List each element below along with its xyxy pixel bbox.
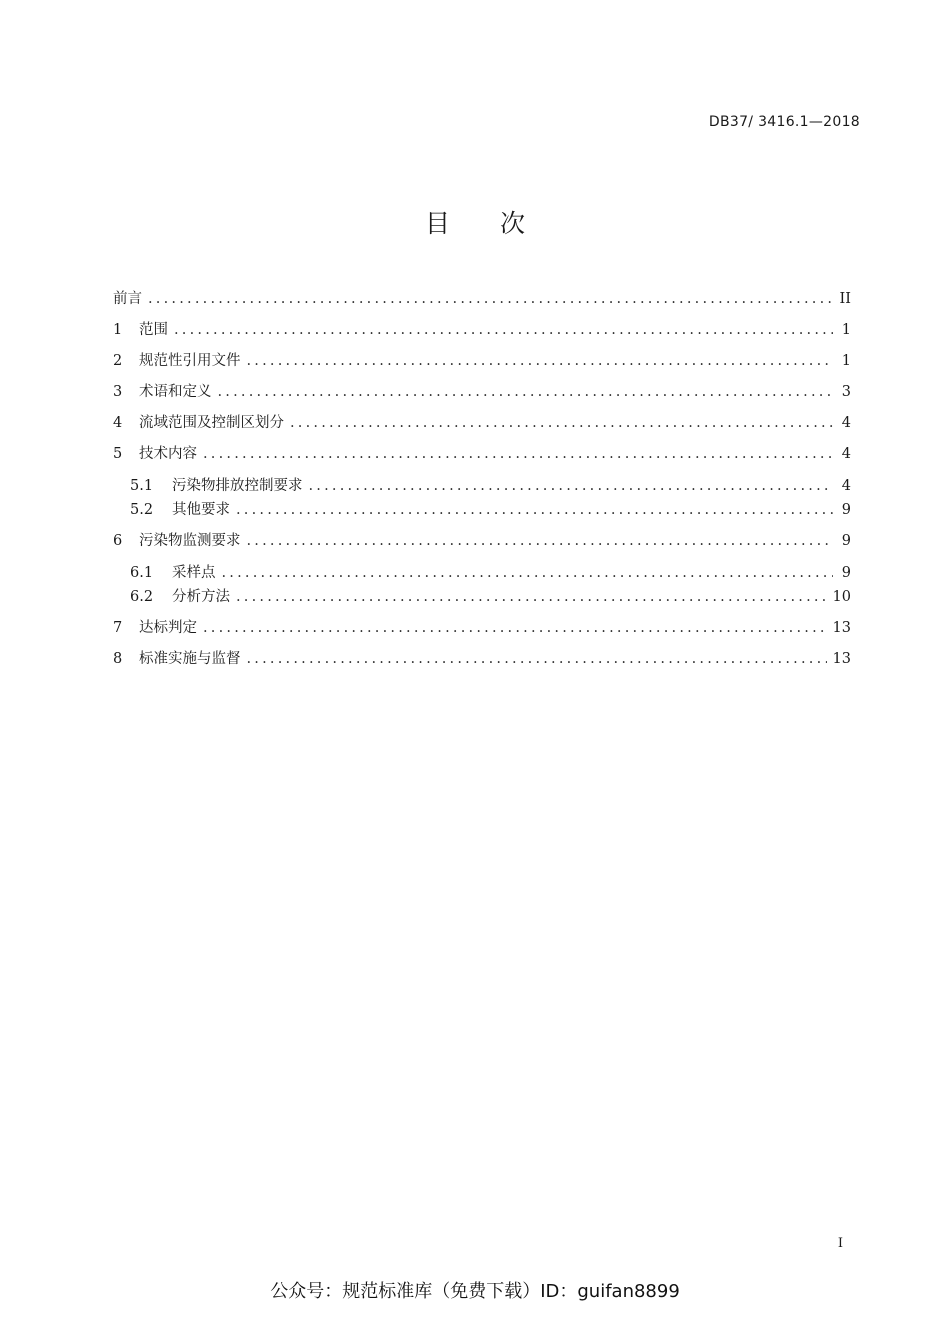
toc-entry-page: 9 [841, 502, 851, 518]
toc-entry-number: 7 [113, 620, 123, 636]
toc-leader-dots [236, 502, 833, 518]
toc-entry-number: 8 [113, 651, 123, 667]
toc-entry-5-2[interactable] [130, 498, 851, 520]
toc-entry-label: 前言 [113, 291, 142, 307]
toc-leader-dots [247, 651, 827, 667]
toc-entry-1[interactable] [113, 318, 851, 340]
toc-entry-5[interactable] [113, 442, 851, 464]
toc-entry-number: 6.1 [130, 565, 154, 581]
toc-entry-page: 4 [841, 478, 851, 494]
toc-entry-6-1[interactable] [130, 561, 851, 583]
toc-entry-4[interactable] [113, 411, 851, 433]
toc-leader-dots [236, 589, 827, 605]
standard-code: DB37/ 3416.1—2018 [708, 114, 860, 130]
toc-entry-number: 2 [113, 353, 123, 369]
toc-entry-label: 技术内容 [139, 446, 197, 462]
toc-entry-label: 其他要求 [172, 502, 230, 518]
toc-entry-label: 规范性引用文件 [139, 353, 241, 369]
toc-entry-number: 5.2 [130, 502, 154, 518]
toc-entry-2[interactable] [113, 349, 851, 371]
toc-leader-dots [203, 446, 833, 462]
toc-entry-label: 分析方法 [172, 589, 230, 605]
toc-entry-6-2[interactable] [130, 585, 851, 607]
page-number: I [837, 1236, 843, 1251]
toc-entry-label: 采样点 [172, 565, 216, 581]
toc-leader-dots [290, 415, 833, 431]
toc-entry-3[interactable] [113, 380, 851, 402]
toc-entry-foreword[interactable] [113, 287, 851, 309]
toc-entry-label: 范围 [139, 322, 168, 338]
toc-entry-5-1[interactable] [130, 474, 851, 496]
toc-entry-label: 达标判定 [139, 620, 197, 636]
toc-leader-dots [218, 384, 834, 400]
toc-entry-number: 6.2 [130, 589, 154, 605]
toc-entry-label: 污染物排放控制要求 [172, 478, 303, 494]
toc-entry-label: 标准实施与监督 [139, 651, 241, 667]
toc-entry-number: 4 [113, 415, 123, 431]
toc-entry-number: 5 [113, 446, 123, 462]
toc-entry-number: 1 [113, 322, 123, 338]
toc-entry-6[interactable] [113, 529, 851, 551]
toc-entry-label: 术语和定义 [139, 384, 212, 400]
toc-entry-label: 流域范围及控制区划分 [139, 415, 284, 431]
toc-entry-number: 5.1 [130, 478, 154, 494]
toc-entry-page: 4 [841, 415, 851, 431]
toc-entry-number: 3 [113, 384, 123, 400]
toc-leader-dots [309, 478, 834, 494]
toc-entry-label: 污染物监测要求 [139, 533, 241, 549]
footer-watermark: 公众号：规范标准库（免费下载）ID：guifan8899 [270, 1281, 680, 1302]
toc-entry-page: 13 [832, 620, 851, 636]
toc-entry-page: 10 [832, 589, 851, 605]
toc-entry-page: 1 [841, 353, 851, 369]
toc-leader-dots [174, 322, 833, 338]
toc-leader-dots [203, 620, 827, 636]
toc-entry-page: 9 [841, 533, 851, 549]
toc-leader-dots [247, 533, 834, 549]
toc-title: 目 次 [424, 209, 525, 238]
toc-leader-dots [148, 291, 833, 307]
toc-entry-number: 6 [113, 533, 123, 549]
toc-entry-8[interactable] [113, 647, 851, 669]
toc-entry-page: 3 [841, 384, 851, 400]
toc-entry-page: 9 [841, 565, 851, 581]
toc-entry-page: 4 [841, 446, 851, 462]
toc-leader-dots [247, 353, 834, 369]
toc-leader-dots [222, 565, 834, 581]
toc-entry-page: II [839, 291, 851, 307]
toc-entry-7[interactable] [113, 616, 851, 638]
toc-entry-page: 13 [832, 651, 851, 667]
toc-entry-page: 1 [841, 322, 851, 338]
